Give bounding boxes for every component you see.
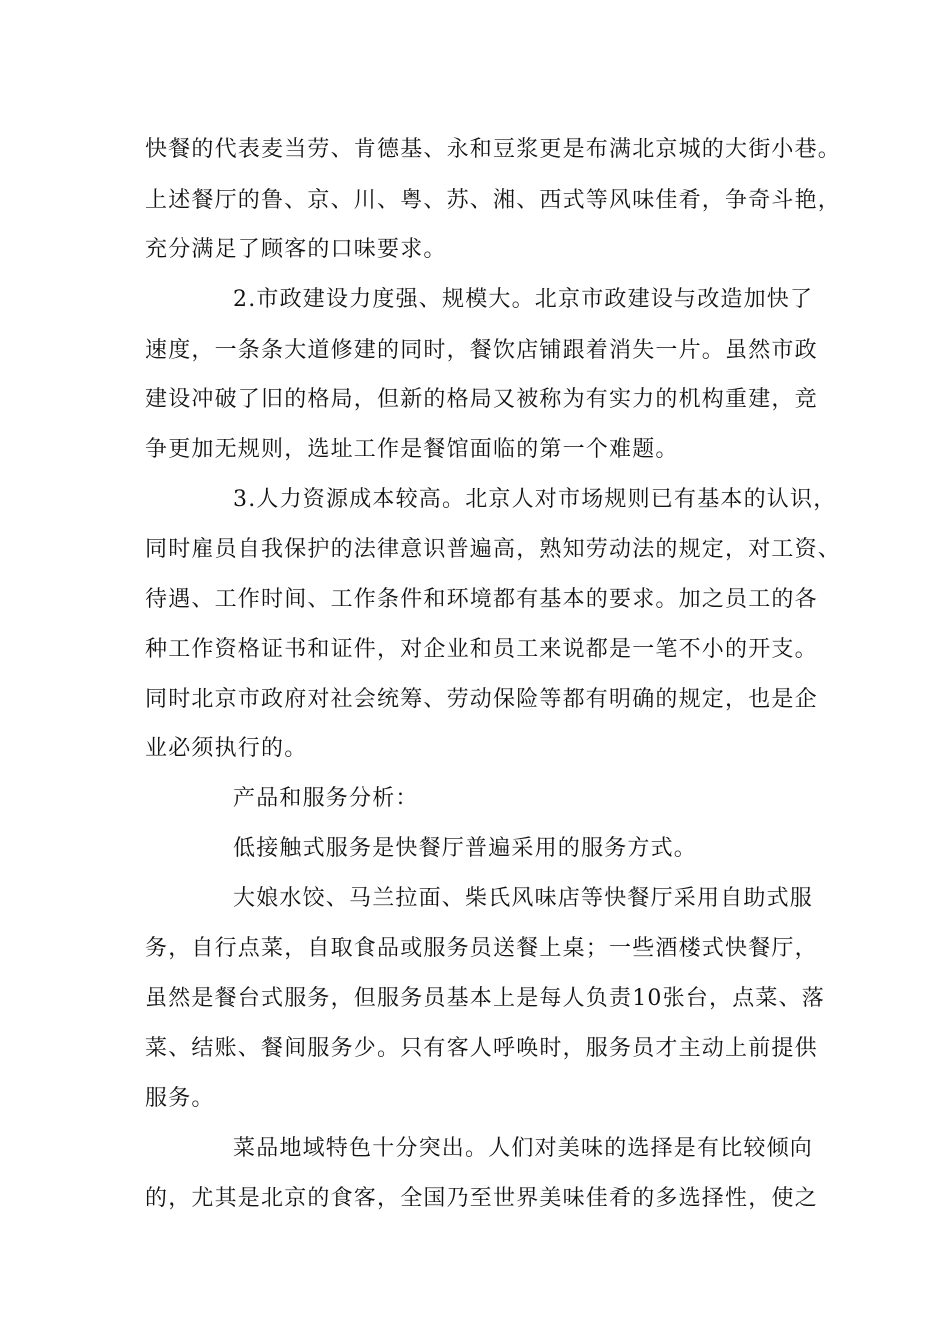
text-line: 的，尤其是北京的食客，全国乃至世界美味佳肴的多选择性，使之 bbox=[145, 1186, 818, 1211]
text-line: 上述餐厅的鲁、京、川、粤、苏、湘、西式等风味佳肴，争奇斗艳， bbox=[145, 188, 842, 213]
text-line: 待遇、工作时间、工作条件和环境都有基本的要求。加之员工的各 bbox=[145, 587, 818, 612]
paragraph-start-line: 3.人力资源成本较高。北京人对市场规则已有基本的认识， bbox=[233, 487, 837, 512]
paragraph-start-line: 菜品地域特色十分突出。人们对美味的选择是有比较倾向 bbox=[233, 1136, 814, 1161]
text-line: 同时雇员自我保护的法律意识普遍高，熟知劳动法的规定，对工资、 bbox=[145, 537, 842, 562]
text-line: 种工作资格证书和证件，对企业和员工来说都是一笔不小的开支。 bbox=[145, 637, 818, 662]
text-line: 争更加无规则，选址工作是餐馆面临的第一个难题。 bbox=[145, 437, 679, 462]
text-line: 速度，一条条大道修建的同时，餐饮店铺跟着消失一片。虽然市政 bbox=[145, 338, 818, 363]
text-line: 充分满足了顾客的口味要求。 bbox=[145, 237, 447, 262]
text-line: 建设冲破了旧的格局，但新的格局又被称为有实力的机构重建，竞 bbox=[145, 387, 818, 412]
paragraph-start-line: 大娘水饺、马兰拉面、柴氏风味店等快餐厅采用自助式服 bbox=[233, 886, 814, 911]
text-line: 同时北京市政府对社会统筹、劳动保险等都有明确的规定，也是企 bbox=[145, 687, 818, 712]
text-line: 菜、结账、餐间服务少。只有客人呼唤时，服务员才主动上前提供 bbox=[145, 1036, 818, 1061]
section-heading: 产品和服务分析： bbox=[233, 786, 419, 811]
paragraph-start-line: 低接触式服务是快餐厅普遍采用的服务方式。 bbox=[233, 836, 698, 861]
text-line: 务，自行点菜，自取食品或服务员送餐上桌；一些酒楼式快餐厅， bbox=[145, 936, 818, 961]
text-line: 业必须执行的。 bbox=[145, 736, 308, 761]
text-line: 服务。 bbox=[145, 1086, 215, 1111]
text-line: 快餐的代表麦当劳、肯德基、永和豆浆更是布满北京城的大街小巷。 bbox=[145, 137, 842, 162]
paragraph-start-line: 2.市政建设力度强、规模大。北京市政建设与改造加快了 bbox=[233, 287, 814, 312]
text-line: 虽然是餐台式服务，但服务员基本上是每人负责10张台，点菜、落 bbox=[145, 986, 825, 1011]
